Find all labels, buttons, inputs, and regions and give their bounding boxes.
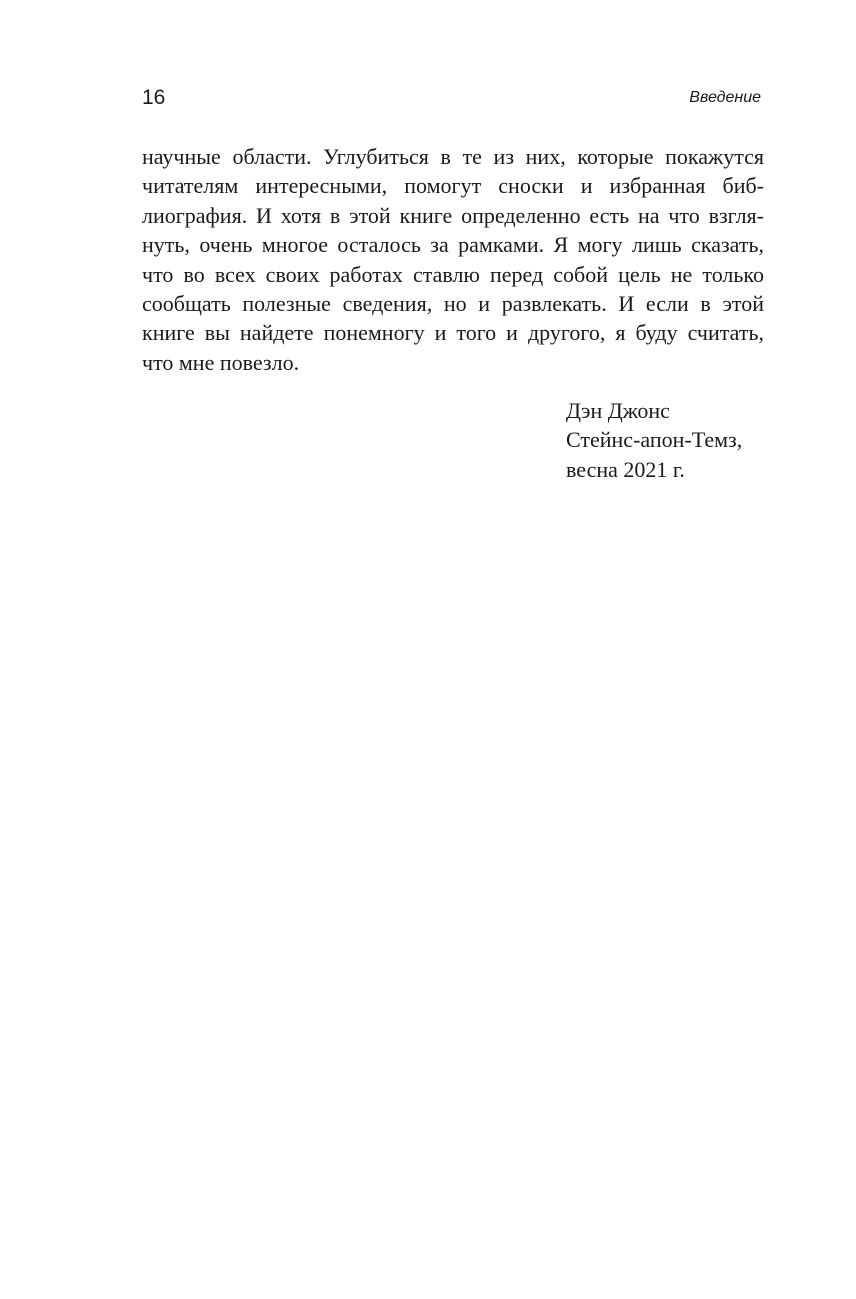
text-line: лиография. И хотя в этой книге определенно есть на что взгля- [142,202,764,228]
page-number: 16 [142,86,166,109]
body-paragraph [142,142,764,377]
text-line: нуть, очень многое осталось за рамками. Я могу лишь сказать, [142,232,764,258]
text-line: что во всех своих работах ставлю перед собой цель не только [142,261,764,287]
signature-author: Дэн Джонс [566,398,670,423]
text-line: читателям интересными, помогут сноски и избранная биб- [142,173,764,199]
signature-block [566,396,742,484]
text-line: научные области. Углубиться в те из них, которые покажутся [142,144,764,169]
signature-place: Стейнс-апон-Темз, [566,427,743,453]
text-line: что мне повезло. [142,349,300,375]
signature-date: весна 2021 г. [566,456,685,482]
running-head-title: Введение [689,89,761,106]
text-line: сообщать полезные сведения, но и развлекать. И если в этой [142,291,764,317]
text-line: книге вы найдете понемногу и того и другого, я буду считать, [142,320,764,346]
